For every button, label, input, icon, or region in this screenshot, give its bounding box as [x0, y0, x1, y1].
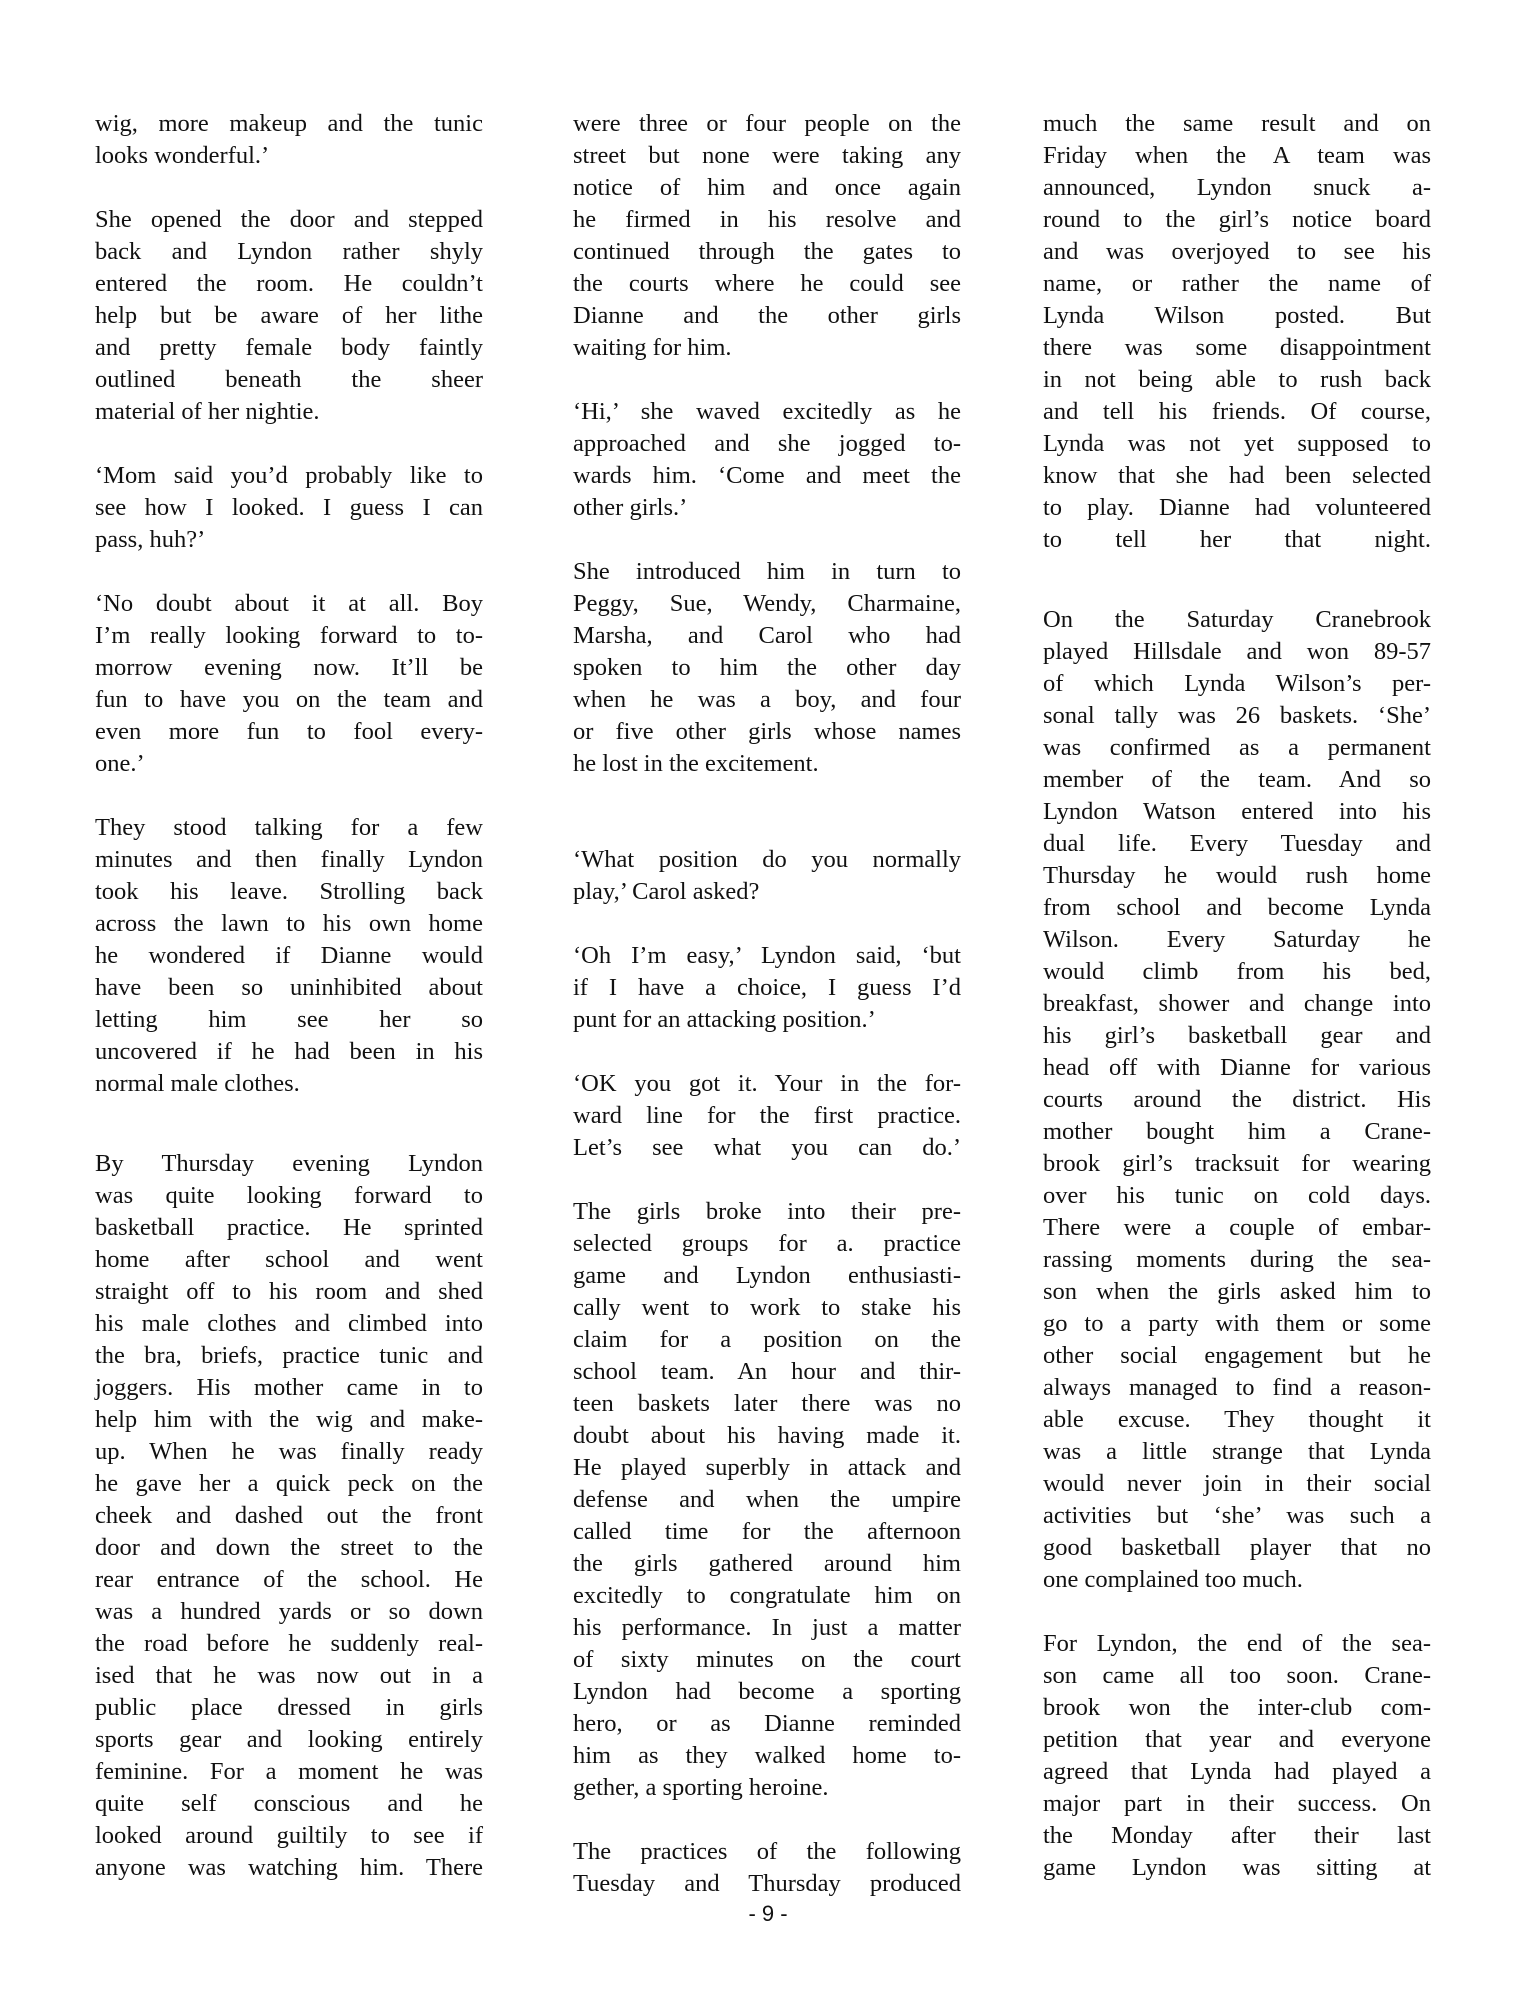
- text-line: hero, or as Dianne reminded: [573, 1710, 961, 1737]
- text-line: punt for an attacking position.’: [573, 1006, 876, 1033]
- text-line: have been so uninhibited about: [95, 974, 483, 1001]
- text-line: one.’: [95, 750, 145, 777]
- text-line: round to the girl’s notice board: [1043, 206, 1431, 233]
- text-line: son came all too soon. Crane-: [1043, 1662, 1431, 1689]
- text-line: the road before he suddenly real-: [95, 1630, 483, 1657]
- text-line: fun to have you on the team and: [95, 686, 483, 713]
- text-line: across the lawn to his own home: [95, 910, 483, 937]
- text-line: game Lyndon was sitting at: [1043, 1854, 1431, 1881]
- text-line: from school and become Lynda: [1043, 894, 1431, 921]
- text-line: agreed that Lynda had played a: [1043, 1758, 1431, 1785]
- text-line: able excuse. They thought it: [1043, 1406, 1431, 1433]
- text-line: of which Lynda Wilson’s per-: [1043, 670, 1431, 697]
- text-line: when he was a boy, and four: [573, 686, 961, 713]
- text-line: were three or four people on the: [573, 110, 961, 137]
- text-line: cally went to work to stake his: [573, 1294, 961, 1321]
- text-line: claim for a position on the: [573, 1326, 961, 1353]
- text-line: and was overjoyed to see his: [1043, 238, 1431, 265]
- paragraph: [573, 1836, 961, 1900]
- text-line: to play. Dianne had volunteered: [1043, 494, 1431, 521]
- text-line: brook girl’s tracksuit for wearing: [1043, 1150, 1431, 1177]
- text-line: ‘What position do you normally: [573, 846, 961, 873]
- text-line: Dianne and the other girls: [573, 302, 961, 329]
- text-line: play,’ Carol asked?: [573, 878, 760, 905]
- text-line: cheek and dashed out the front: [95, 1502, 483, 1529]
- text-line: entered the room. He couldn’t: [95, 270, 483, 297]
- text-line: the Monday after their last: [1043, 1822, 1431, 1849]
- text-line: continued through the gates to: [573, 238, 961, 265]
- text-line: much the same result and on: [1043, 110, 1431, 137]
- text-line: his male clothes and climbed into: [95, 1310, 483, 1337]
- text-line: sports gear and looking entirely: [95, 1726, 483, 1753]
- text-line: Lyndon Watson entered into his: [1043, 798, 1431, 825]
- text-line: head off with Dianne for various: [1043, 1054, 1431, 1081]
- text-line: he firmed in his resolve and: [573, 206, 961, 233]
- text-line: was quite looking forward to: [95, 1182, 483, 1209]
- text-line: would climb from his bed,: [1043, 958, 1431, 985]
- text-line: took his leave. Strolling back: [95, 878, 483, 905]
- text-line: ised that he was now out in a: [95, 1662, 483, 1689]
- text-line: the bra, briefs, practice tunic and: [95, 1342, 483, 1369]
- text-line: doubt about his having made it.: [573, 1422, 961, 1449]
- text-line: school team. An hour and thir-: [573, 1358, 961, 1385]
- paragraph: [1043, 604, 1431, 1596]
- text-line: he gave her a quick peck on the: [95, 1470, 483, 1497]
- text-line: he wondered if Dianne would: [95, 942, 483, 969]
- text-line: teen baskets later there was no: [573, 1390, 961, 1417]
- page-number: - 9 -: [748, 1901, 788, 1926]
- text-line: Let’s see what you can do.’: [573, 1134, 961, 1161]
- text-line: On the Saturday Cranebrook: [1043, 606, 1431, 633]
- text-line: looked around guiltily to see if: [95, 1822, 483, 1849]
- text-line: to tell her that night.: [1043, 526, 1431, 553]
- text-line: Peggy, Sue, Wendy, Charmaine,: [573, 590, 961, 617]
- text-line: ‘Mom said you’d probably like to: [95, 462, 483, 489]
- paragraph: [95, 460, 483, 556]
- text-line: mother bought him a Crane-: [1043, 1118, 1431, 1145]
- paragraph: [573, 1068, 961, 1164]
- text-line: joggers. His mother came in to: [95, 1374, 483, 1401]
- text-line: door and down the street to the: [95, 1534, 483, 1561]
- text-line: ward line for the first practice.: [573, 1102, 961, 1129]
- text-line: see how I looked. I guess I can: [95, 494, 483, 521]
- text-line: other social engagement but he: [1043, 1342, 1431, 1369]
- text-line: called time for the afternoon: [573, 1518, 961, 1545]
- text-line: spoken to him the other day: [573, 654, 961, 681]
- text-line: The practices of the following: [573, 1838, 961, 1865]
- text-line: activities but ‘she’ was such a: [1043, 1502, 1431, 1529]
- text-column-right: [1043, 108, 1431, 1916]
- text-line: waiting for him.: [573, 334, 732, 361]
- text-line: even more fun to fool every-: [95, 718, 483, 745]
- text-line: Lyndon had become a sporting: [573, 1678, 961, 1705]
- text-line: Friday when the A team was: [1043, 142, 1431, 169]
- text-line: The girls broke into their pre-: [573, 1198, 961, 1225]
- paragraph: [573, 556, 961, 780]
- text-line: ‘No doubt about it at all. Boy: [95, 590, 483, 617]
- text-line: him as they walked home to-: [573, 1742, 961, 1769]
- text-line: looks wonderful.’: [95, 142, 270, 169]
- text-line: dual life. Every Tuesday and: [1043, 830, 1431, 857]
- text-line: in not being able to rush back: [1043, 366, 1431, 393]
- text-line: name, or rather the name of: [1043, 270, 1431, 297]
- text-column-left: [95, 108, 483, 1916]
- text-line: public place dressed in girls: [95, 1694, 483, 1721]
- text-line: They stood talking for a few: [95, 814, 483, 841]
- text-line: selected groups for a. practice: [573, 1230, 961, 1257]
- text-line: over his tunic on cold days.: [1043, 1182, 1431, 1209]
- text-line: gether, a sporting heroine.: [573, 1774, 829, 1801]
- text-line: material of her nightie.: [95, 398, 320, 425]
- text-line: normal male clothes.: [95, 1070, 300, 1097]
- paragraph: [573, 940, 961, 1036]
- text-line: I’m really looking forward to to-: [95, 622, 483, 649]
- text-line: go to a party with them or some: [1043, 1310, 1431, 1337]
- text-line: basketball practice. He sprinted: [95, 1214, 483, 1241]
- paragraph: [95, 108, 483, 172]
- text-line: rear entrance of the school. He: [95, 1566, 483, 1593]
- paragraph: [573, 108, 961, 364]
- text-line: ‘Oh I’m easy,’ Lyndon said, ‘but: [573, 942, 961, 969]
- text-line: ‘OK you got it. Your in the for-: [573, 1070, 961, 1097]
- text-line: breakfast, shower and change into: [1043, 990, 1431, 1017]
- text-line: would never join in their social: [1043, 1470, 1431, 1497]
- text-line: Marsha, and Carol who had: [573, 622, 961, 649]
- text-line: and pretty female body faintly: [95, 334, 483, 361]
- text-line: other girls.’: [573, 494, 688, 521]
- text-line: help but be aware of her lithe: [95, 302, 483, 329]
- paragraph: [95, 812, 483, 1100]
- text-line: He played superbly in attack and: [573, 1454, 961, 1481]
- text-line: the courts where he could see: [573, 270, 961, 297]
- text-line: was a little strange that Lynda: [1043, 1438, 1431, 1465]
- text-line: There were a couple of embar-: [1043, 1214, 1431, 1241]
- text-line: Thursday he would rush home: [1043, 862, 1431, 889]
- text-line: and tell his friends. Of course,: [1043, 398, 1431, 425]
- text-line: brook won the inter-club com-: [1043, 1694, 1431, 1721]
- text-line: quite self conscious and he: [95, 1790, 483, 1817]
- text-column-middle: [573, 108, 961, 1932]
- paragraph: [1043, 1628, 1431, 1884]
- text-line: wig, more makeup and the tunic: [95, 110, 483, 137]
- paragraph: [573, 1196, 961, 1804]
- text-line: announced, Lyndon snuck a-: [1043, 174, 1431, 201]
- text-line: was confirmed as a permanent: [1043, 734, 1431, 761]
- text-line: ‘Hi,’ she waved excitedly as he: [573, 398, 961, 425]
- text-line: notice of him and once again: [573, 174, 961, 201]
- text-line: outlined beneath the sheer: [95, 366, 483, 393]
- text-line: if I have a choice, I guess I’d: [573, 974, 961, 1001]
- text-line: She introduced him in turn to: [573, 558, 961, 585]
- text-line: home after school and went: [95, 1246, 483, 1273]
- text-line: For Lyndon, the end of the sea-: [1043, 1630, 1431, 1657]
- text-line: he lost in the excitement.: [573, 750, 819, 777]
- text-line: defense and when the umpire: [573, 1486, 961, 1513]
- text-line: feminine. For a moment he was: [95, 1758, 483, 1785]
- text-line: excitedly to congratulate him on: [573, 1582, 961, 1609]
- text-line: wards him. ‘Come and meet the: [573, 462, 961, 489]
- text-line: game and Lyndon enthusiasti-: [573, 1262, 961, 1289]
- text-line: up. When he was finally ready: [95, 1438, 483, 1465]
- paragraph: [1043, 108, 1431, 556]
- paragraph: [95, 1148, 483, 1884]
- text-line: letting him see her so: [95, 1006, 483, 1033]
- text-line: courts around the district. His: [1043, 1086, 1431, 1113]
- text-line: minutes and then finally Lyndon: [95, 846, 483, 873]
- text-line: son when the girls asked him to: [1043, 1278, 1431, 1305]
- text-line: help him with the wig and make-: [95, 1406, 483, 1433]
- paragraph: [95, 204, 483, 428]
- text-line: uncovered if he had been in his: [95, 1038, 483, 1065]
- paragraph: [573, 396, 961, 524]
- text-line: member of the team. And so: [1043, 766, 1431, 793]
- text-line: Tuesday and Thursday produced: [573, 1870, 961, 1897]
- text-line: sonal tally was 26 baskets. ‘She’: [1043, 702, 1431, 729]
- text-line: was a hundred yards or so down: [95, 1598, 483, 1625]
- text-line: the girls gathered around him: [573, 1550, 961, 1577]
- text-line: know that she had been selected: [1043, 462, 1431, 489]
- text-line: or five other girls whose names: [573, 718, 961, 745]
- text-line: of sixty minutes on the court: [573, 1646, 961, 1673]
- text-line: morrow evening now. It’ll be: [95, 654, 483, 681]
- paragraph: [95, 588, 483, 780]
- text-line: By Thursday evening Lyndon: [95, 1150, 483, 1177]
- text-line: straight off to his room and shed: [95, 1278, 483, 1305]
- text-line: back and Lyndon rather shyly: [95, 238, 483, 265]
- text-line: always managed to find a reason-: [1043, 1374, 1431, 1401]
- text-line: major part in their success. On: [1043, 1790, 1431, 1817]
- text-line: petition that year and everyone: [1043, 1726, 1431, 1753]
- text-line: street but none were taking any: [573, 142, 961, 169]
- text-line: approached and she jogged to-: [573, 430, 961, 457]
- text-line: his girl’s basketball gear and: [1043, 1022, 1431, 1049]
- text-line: She opened the door and stepped: [95, 206, 483, 233]
- text-line: anyone was watching him. There: [95, 1854, 483, 1881]
- text-line: one complained too much.: [1043, 1566, 1303, 1593]
- text-line: rassing moments during the sea-: [1043, 1246, 1431, 1273]
- paragraph: [573, 844, 961, 908]
- text-line: played Hillsdale and won 89-57: [1043, 638, 1431, 665]
- text-line: Lynda was not yet supposed to: [1043, 430, 1431, 457]
- text-line: there was some disappointment: [1043, 334, 1431, 361]
- text-line: Lynda Wilson posted. But: [1043, 302, 1431, 329]
- text-line: Wilson. Every Saturday he: [1043, 926, 1431, 953]
- text-line: pass, huh?’: [95, 526, 206, 553]
- text-line: good basketball player that no: [1043, 1534, 1431, 1561]
- text-line: his performance. In just a matter: [573, 1614, 961, 1641]
